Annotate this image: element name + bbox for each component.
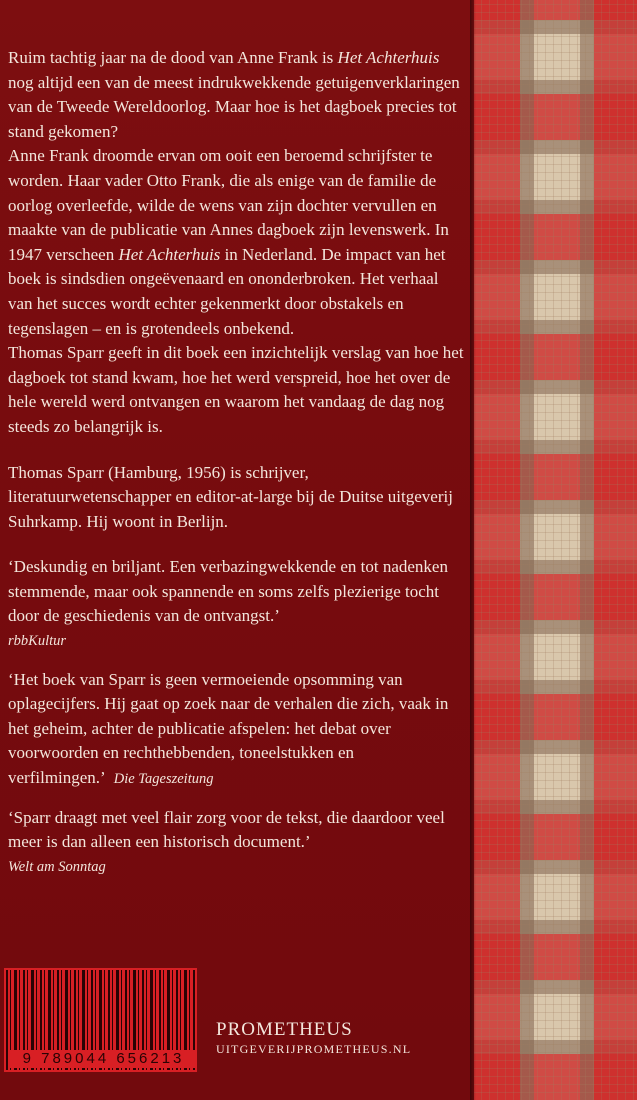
cover-text: [8, 46, 464, 879]
quote-source: Die Tageszeitung: [113, 771, 214, 788]
book-title: Het Achterhuis: [337, 48, 440, 67]
publisher-url: UITGEVERIJPROMETHEUS.NL: [216, 1042, 412, 1056]
quote-source: rbbKultur: [8, 633, 67, 650]
isbn-number: 9 789044 656213: [10, 1050, 197, 1068]
blurb-paragraph-1: Ruim tachtig jaar na de dood van Anne Frank is Het Achterhuis nog altijd een van de meest indrukwekkende getuigenverklaringen van de Tweede Wereldoorlog. Maar hoe is het dagboek precies tot stand gekomen?: [8, 48, 460, 141]
quote-source: Welt am Sonntag: [8, 858, 106, 875]
quote-text: ‘Het boek van Sparr is geen vermoeiende opsomming van oplagecijfers. Hij gaat op zoek naar de verhalen die zich, vaak in het geheim, achter de publicatie afspelen: het debat over voorwoorden en rechthebbenden, toneelstukken en verfilmingen.’: [8, 669, 449, 788]
quote-text: ‘Sparr draagt met veel flair zorg voor de tekst, die daardoor veel meer is dan alleen een historisch document.’: [8, 807, 445, 852]
blurb-paragraph-3: Thomas Sparr geeft in dit boek een inzichtelijk verslag van hoe het dagboek tot stand kwam, hoe het werd verspreid, hoe het over de hele wereld werd ontvangen en waarom het vandaag de dag nog steeds zo belangrijk is.: [8, 343, 464, 436]
review-quote-2: [8, 668, 464, 792]
publisher-logo: PROMETHEUS: [216, 1019, 353, 1040]
plaid-fabric-pattern: [474, 0, 637, 1100]
review-quote-1: [8, 555, 464, 653]
quote-text: ‘Deskundig en briljant. Een verbazingwekkende en tot nadenken stemmende, maar ook spannende en soms zelfs plezierige tocht door de geschiedenis van de ontvangst.’: [8, 557, 448, 626]
blurb-paragraph-2: Anne Frank droomde ervan om ooit een beroemd schrijfster te worden. Haar vader Otto Frank, die als enige van de familie de oorlog overleefde, wilde de wens van zijn dochter vervullen en maakte van de publicatie van Annes dagboek zijn levenswerk. In 1947 verscheen Het Achterhuis in Nederland. De impact van het boek is sindsdien ongeëvenaard en ononderbroken. Het verhaal van het succes wordt echter gekenmerkt door obstakels en tegenslagen – en is grotendeels onbekend.: [8, 146, 449, 338]
book-title: Het Achterhuis: [118, 244, 221, 264]
review-quote-3: [8, 806, 464, 880]
author-bio: Thomas Sparr (Hamburg, 1956) is schrijver, literatuurwetenschapper en editor-at-large bij de Duitse uitgeverij Suhrkamp. Hij woont in Berlijn.: [8, 462, 453, 531]
plaid-edge-shadow: [470, 0, 476, 1100]
isbn-barcode: [4, 968, 197, 1072]
